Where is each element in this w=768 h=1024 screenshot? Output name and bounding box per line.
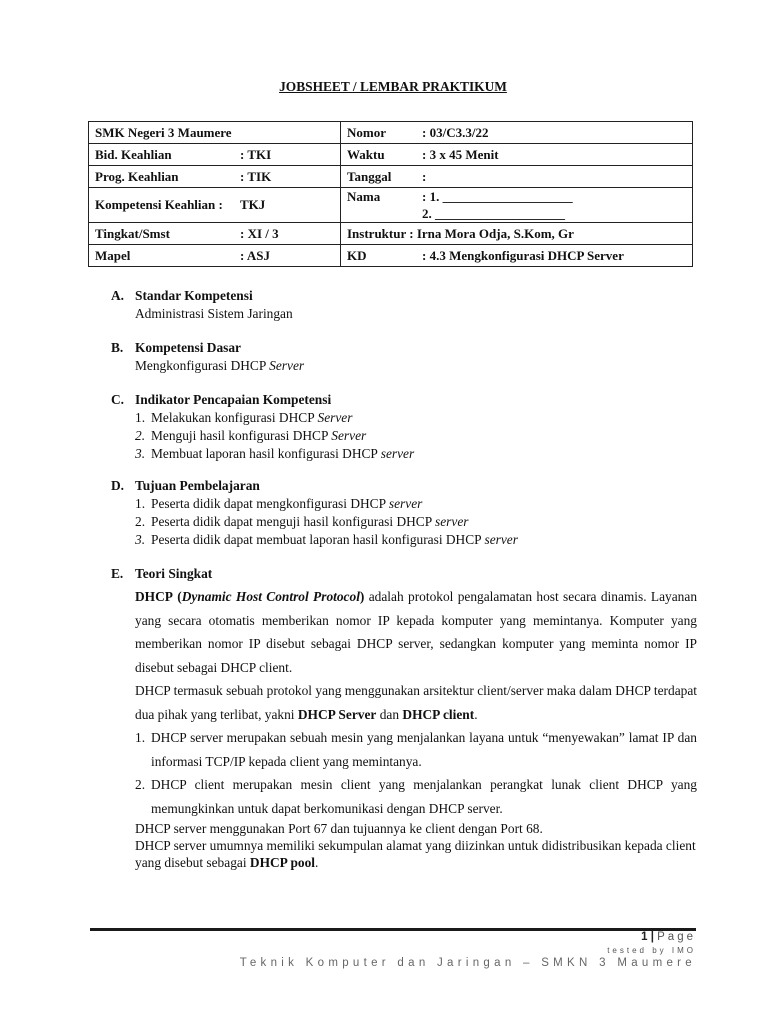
tanggal-value: : xyxy=(422,168,427,184)
page-word: Page xyxy=(657,931,696,943)
section-c xyxy=(111,391,698,463)
page-number-value: 1 xyxy=(641,931,648,943)
nomor-cell xyxy=(341,122,693,144)
section-d xyxy=(111,477,698,549)
nomor-value: : 03/C3.3/22 xyxy=(422,124,489,140)
bold-text: DHCP xyxy=(135,589,173,604)
kompetensi-label: Kompetensi Keahlian : xyxy=(95,197,223,212)
footer-divider xyxy=(90,928,696,931)
section-c-list xyxy=(135,409,698,463)
section-c-letter: C. xyxy=(111,392,125,407)
list-number: 1. xyxy=(135,410,146,425)
footer-school: Teknik Komputer dan Jaringan – SMKN 3 Maumere xyxy=(239,957,696,969)
bold-text: ) xyxy=(359,589,365,604)
bid-value: : TKI xyxy=(240,146,272,162)
list-item xyxy=(135,409,698,427)
nama-label: Nama xyxy=(347,188,381,204)
bid-cell xyxy=(89,144,341,166)
list-italic: server xyxy=(380,446,415,461)
kd-cell xyxy=(341,245,693,267)
info-table xyxy=(88,121,693,267)
list-item xyxy=(135,513,698,531)
list-number: 2. xyxy=(135,428,146,443)
bold-italic-text: Dynamic Host Control Protocol xyxy=(181,589,360,604)
list-text: DHCP server merupakan sebuah mesin yang menjalankan layana untuk “menyewakan” lamat IP dan informasi TCP/IP kepada client yang memintanya. xyxy=(151,730,697,769)
nama-line-2: 2. ____________________ xyxy=(422,205,565,221)
tingkat-value: : XI / 3 xyxy=(240,225,279,241)
list-item xyxy=(135,427,698,445)
kompetensi-value: TKJ xyxy=(240,197,266,212)
list-text: Membuat laporan hasil konfigurasi DHCP xyxy=(151,446,378,461)
section-d-list xyxy=(135,495,698,549)
section-d-letter: D. xyxy=(111,478,125,493)
teori-paragraph-4 xyxy=(135,837,697,871)
paragraph-text: DHCP server umumnya memiliki sekumpulan alamat yang diizinkan untuk didistribusikan kepada client yang disebut sebagai xyxy=(135,838,696,870)
mapel-value: : ASJ xyxy=(240,247,270,263)
section-b xyxy=(111,339,698,375)
instruktur-value: : Irna Mora Odja, S.Kom, Gr xyxy=(409,225,574,241)
nomor-label: Nomor xyxy=(347,124,386,140)
list-number: 1. xyxy=(135,730,146,745)
list-italic: server xyxy=(388,496,423,511)
paragraph-text: dan xyxy=(379,706,400,722)
teori-list-item-1 xyxy=(135,726,697,773)
section-b-body xyxy=(111,357,698,375)
school-name: SMK Negeri 3 Maumere xyxy=(95,124,232,140)
prog-label: Prog. Keahlian xyxy=(95,168,179,184)
prog-value: : TIK xyxy=(240,168,272,184)
section-e xyxy=(111,565,698,583)
section-a-body: Administrasi Sistem Jaringan xyxy=(135,306,293,321)
section-b-title: Kompetensi Dasar xyxy=(135,340,242,355)
teori-content xyxy=(135,585,697,871)
section-e-title: Teori Singkat xyxy=(135,566,213,581)
bold-text: DHCP client xyxy=(402,706,475,722)
section-a-title: Standar Kompetensi xyxy=(135,288,253,303)
instruktur-cell xyxy=(341,223,693,245)
waktu-cell xyxy=(341,144,693,166)
list-italic: server xyxy=(484,532,518,547)
bold-text: DHCP Server xyxy=(297,706,377,722)
tanggal-cell xyxy=(341,166,693,188)
tanggal-label: Tanggal xyxy=(347,168,392,184)
bid-label: Bid. Keahlian xyxy=(95,146,172,162)
list-text: Melakukan konfigurasi DHCP xyxy=(151,410,315,425)
list-text: Peserta didik dapat membuat laporan hasil konfigurasi DHCP xyxy=(151,532,482,547)
list-item xyxy=(135,495,698,513)
list-italic: server xyxy=(435,514,469,529)
section-d-title: Tujuan Pembelajaran xyxy=(135,478,260,493)
bold-text: ( xyxy=(177,589,182,604)
list-item xyxy=(135,531,698,549)
tingkat-cell xyxy=(89,223,341,245)
list-italic: Server xyxy=(331,428,367,443)
section-e-letter: E. xyxy=(111,566,124,581)
nama-line-1: : 1. ____________________ xyxy=(422,188,573,204)
list-number: 2. xyxy=(135,777,146,792)
paragraph-text: . xyxy=(474,706,478,722)
kd-value: : 4.3 Mengkonfigurasi DHCP Server xyxy=(422,247,624,263)
waktu-label: Waktu xyxy=(347,146,385,162)
section-b-text: Mengkonfigurasi DHCP xyxy=(135,358,266,373)
instruktur-label: Instruktur xyxy=(347,225,407,241)
waktu-value: : 3 x 45 Menit xyxy=(422,146,499,162)
nama-cell xyxy=(341,188,693,223)
teori-paragraph-1 xyxy=(135,585,697,679)
footer-tested-by: tested by IMO xyxy=(607,946,696,955)
paragraph-text: adalah protokol pengalamatan host secara dinamis. Layanan yang secara otomatis memberikan nomor IP kepada komputer yang memintanya. Komputer yang memberikan nomor IP disebut sebagai DHCP server, sedangkan komputer yang meminta nomor IP disebut sebagai DHCP client. xyxy=(135,589,698,675)
list-number: 2. xyxy=(135,514,146,529)
paragraph-text: . xyxy=(315,855,319,870)
list-item xyxy=(135,445,698,463)
teori-list-item-2 xyxy=(135,773,697,820)
list-number: 3. xyxy=(135,532,146,547)
mapel-cell xyxy=(89,245,341,267)
school-cell xyxy=(89,122,341,144)
section-b-italic: Server xyxy=(269,358,305,373)
prog-cell xyxy=(89,166,341,188)
bold-text: DHCP pool xyxy=(249,855,316,870)
list-text: Peserta didik dapat menguji hasil konfigurasi DHCP xyxy=(151,514,432,529)
paragraph-text: DHCP termasuk sebuah protokol yang menggunakan arsitektur client/server maka dalam DHCP terdapat dua pihak yang terlibat, yakni xyxy=(135,683,697,722)
tingkat-label: Tingkat/Smst xyxy=(95,225,170,241)
list-text: DHCP client merupakan mesin client yang menjalankan perangkat lunak client DHCP yang memungkinkan untuk dapat berkomunikasi dengan DHCP server. xyxy=(151,777,697,816)
section-a xyxy=(111,287,698,323)
kompetensi-cell xyxy=(89,188,341,223)
kd-label: KD xyxy=(347,247,367,263)
list-italic: Server xyxy=(317,410,353,425)
section-c-title: Indikator Pencapaian Kompetensi xyxy=(135,392,332,407)
list-number: 3. xyxy=(135,446,146,461)
list-text: Peserta didik dapat mengkonfigurasi DHCP xyxy=(151,496,386,511)
teori-paragraph-3: DHCP server menggunakan Port 67 dan tujuannya ke client dengan Port 68. xyxy=(135,821,543,836)
section-a-letter: A. xyxy=(111,288,125,303)
page-title: JOBSHEET / LEMBAR PRAKTIKUM xyxy=(279,79,507,94)
list-text: Menguji hasil konfigurasi DHCP xyxy=(151,428,328,443)
page-separator: | xyxy=(647,931,658,943)
mapel-label: Mapel xyxy=(95,247,131,263)
list-number: 1. xyxy=(135,496,146,511)
teori-paragraph-2 xyxy=(135,679,697,726)
page-number xyxy=(641,931,696,943)
section-b-letter: B. xyxy=(111,340,124,355)
